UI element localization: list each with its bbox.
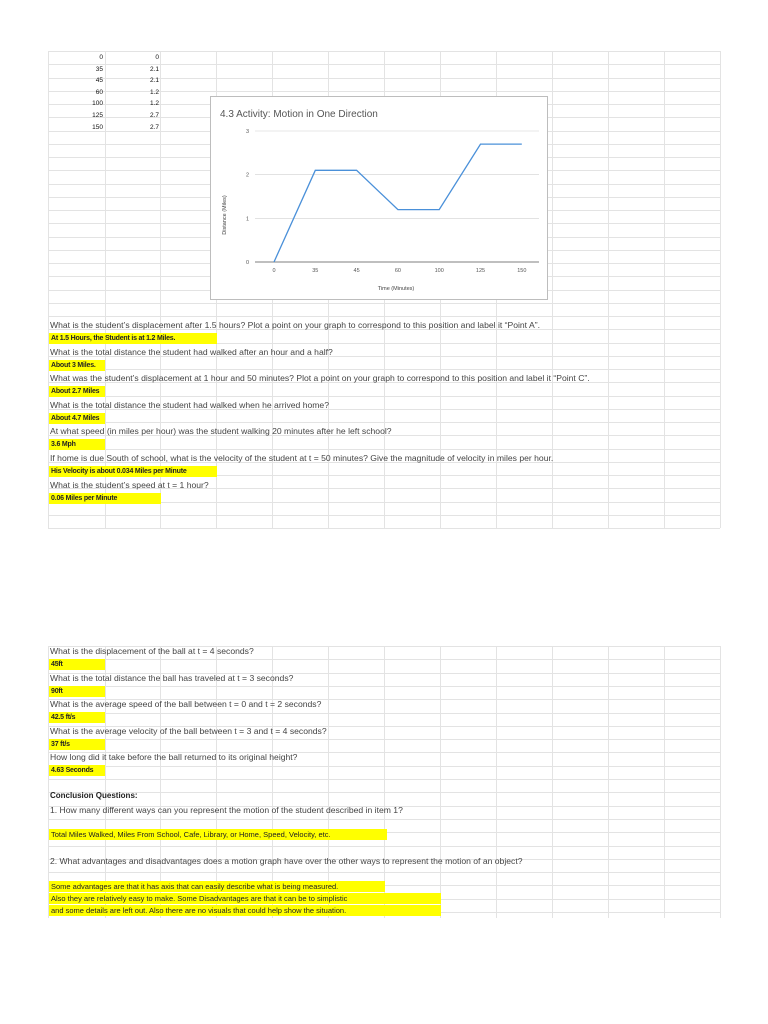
distance-cell[interactable]: 2.1 bbox=[149, 77, 159, 85]
question-text: What is the student’s displacement after 1.5 hours? Plot a point on your graph to correspond to this position and label it “Point A”. bbox=[50, 320, 540, 330]
question-text: What is the average velocity of the ball between t = 3 and t = 4 seconds? bbox=[50, 725, 327, 736]
grid-column-line bbox=[664, 646, 665, 918]
x-tick-label: 35 bbox=[312, 268, 319, 274]
chart-y-axis-label: Distance (Miles) bbox=[222, 195, 228, 235]
y-tick-label: 2 bbox=[245, 172, 249, 179]
chart-x-axis-label: Time (Minutes) bbox=[377, 286, 415, 292]
y-tick-label: 3 bbox=[245, 129, 249, 135]
grid-column-line bbox=[384, 646, 385, 918]
x-tick-label: 45 bbox=[353, 268, 360, 274]
answer-cell[interactable]: 0.06 Miles per Minute bbox=[49, 493, 161, 504]
distance-cell[interactable]: 0 bbox=[155, 54, 159, 61]
x-tick-label: 60 bbox=[394, 268, 401, 274]
distance-cell[interactable]: 2.7 bbox=[149, 112, 159, 119]
y-tick-label: 1 bbox=[245, 216, 249, 223]
time-cell[interactable]: 100 bbox=[92, 100, 103, 108]
question-text: What is the average speed of the ball between t = 0 and t = 2 seconds? bbox=[50, 699, 322, 710]
grid-column-line bbox=[440, 646, 441, 918]
answer-cell[interactable]: 3.6 Mph bbox=[49, 439, 105, 450]
grid-column-line bbox=[272, 646, 273, 918]
question-text: If home is due South of school, what is the velocity of the student at t = 50 minutes? Give the magnitude of velocity in miles per hour. bbox=[50, 453, 554, 463]
y-tick-label: 0 bbox=[245, 260, 249, 266]
chart-svg bbox=[211, 97, 547, 299]
grid-column-line bbox=[552, 646, 553, 918]
question-text: What is the student’s speed at t = 1 hour? bbox=[50, 479, 209, 490]
question-text: What is the displacement of the ball at t = 4 seconds? bbox=[50, 646, 254, 656]
distance-cell[interactable]: 2.7 bbox=[149, 123, 159, 131]
grid-column-line bbox=[48, 51, 49, 528]
question-text: At what speed (in miles per hour) was the student walking 20 minutes after he left school? bbox=[50, 426, 392, 437]
grid-column-line bbox=[160, 646, 161, 918]
answer-cell[interactable]: About 4.7 Miles bbox=[49, 413, 105, 424]
grid-column-line bbox=[328, 646, 329, 918]
question-text: What is the total distance the ball has traveled at t = 3 seconds? bbox=[50, 672, 294, 683]
answer-cell[interactable]: 42.5 ft/s bbox=[49, 712, 105, 723]
distance-cell[interactable]: 1.2 bbox=[149, 100, 159, 108]
x-tick-label: 150 bbox=[517, 268, 527, 274]
grid-column-line bbox=[720, 51, 721, 528]
answer-cell[interactable]: About 2.7 Miles bbox=[49, 386, 105, 397]
conclusion-answer-1[interactable]: Total Miles Walked, Miles From School, Cafe, Library, or Home, Speed, Velocity, etc. bbox=[49, 829, 387, 840]
question-text: What was the student’s displacement at 1 hour and 50 minutes? Plot a point on your graph to correspond to this position and label it “Point C”. bbox=[50, 373, 590, 384]
conclusion-answer-2-line-1[interactable]: Some advantages are that it has axis that can easily describe what is being measured. bbox=[49, 881, 385, 892]
grid-column-line bbox=[608, 51, 609, 528]
grid-column-line bbox=[216, 646, 217, 918]
line-chart[interactable] bbox=[210, 96, 548, 300]
answer-cell[interactable]: 4.63 Seconds bbox=[49, 765, 105, 776]
conclusion-question-1: 1. How many different ways can you represent the motion of the student described in item 1? bbox=[50, 805, 403, 815]
answer-cell[interactable]: At 1.5 Hours, the Student is at 1.2 Miles. bbox=[49, 333, 217, 344]
grid-row-line bbox=[48, 528, 720, 529]
grid-column-line bbox=[664, 51, 665, 528]
answer-cell[interactable]: About 3 Miles. bbox=[49, 360, 105, 371]
answer-cell[interactable]: His Velocity is about 0.034 Miles per Minute bbox=[49, 466, 217, 477]
time-cell[interactable]: 60 bbox=[95, 88, 103, 96]
time-cell[interactable]: 0 bbox=[99, 54, 103, 61]
x-tick-label: 125 bbox=[475, 268, 486, 274]
grid-column-line bbox=[720, 646, 721, 918]
x-tick-label: 100 bbox=[434, 268, 444, 274]
grid-column-line bbox=[105, 646, 106, 918]
spreadsheet-grid bbox=[48, 646, 720, 918]
conclusion-answer-2-line-2[interactable]: Also they are relatively easy to make. Some Disadvantages are that it can be to simplistic bbox=[49, 893, 441, 904]
answer-cell[interactable]: 45ft bbox=[49, 659, 105, 670]
time-cell[interactable]: 35 bbox=[95, 65, 103, 73]
x-tick-label: 0 bbox=[272, 268, 276, 274]
distance-cell[interactable]: 2.1 bbox=[149, 65, 159, 73]
distance-cell[interactable]: 1.2 bbox=[149, 88, 159, 96]
conclusion-answer-2-line-3[interactable]: and some details are left out. Also there are no visuals that could help show the situation. bbox=[49, 905, 441, 916]
chart-title: 4.3 Activity: Motion in One Direction bbox=[220, 109, 378, 120]
series-line[interactable] bbox=[274, 144, 522, 262]
question-text: What is the total distance the student had walked when he arrived home? bbox=[50, 399, 329, 410]
time-cell[interactable]: 150 bbox=[92, 123, 103, 131]
question-text: What is the total distance the student had walked after an hour and a half? bbox=[50, 346, 333, 357]
time-cell[interactable]: 45 bbox=[95, 77, 103, 85]
answer-cell[interactable]: 37 ft/s bbox=[49, 739, 105, 750]
conclusion-question-2: 2. What advantages and disadvantages does a motion graph have over the other ways to represent the motion of an object? bbox=[50, 856, 523, 866]
time-cell[interactable]: 125 bbox=[92, 112, 103, 119]
conclusion-heading: Conclusion Questions: bbox=[50, 791, 138, 800]
grid-column-line bbox=[608, 646, 609, 918]
question-text: How long did it take before the ball returned to its original height? bbox=[50, 752, 298, 763]
grid-column-line bbox=[496, 646, 497, 918]
answer-cell[interactable]: 90ft bbox=[49, 686, 105, 697]
